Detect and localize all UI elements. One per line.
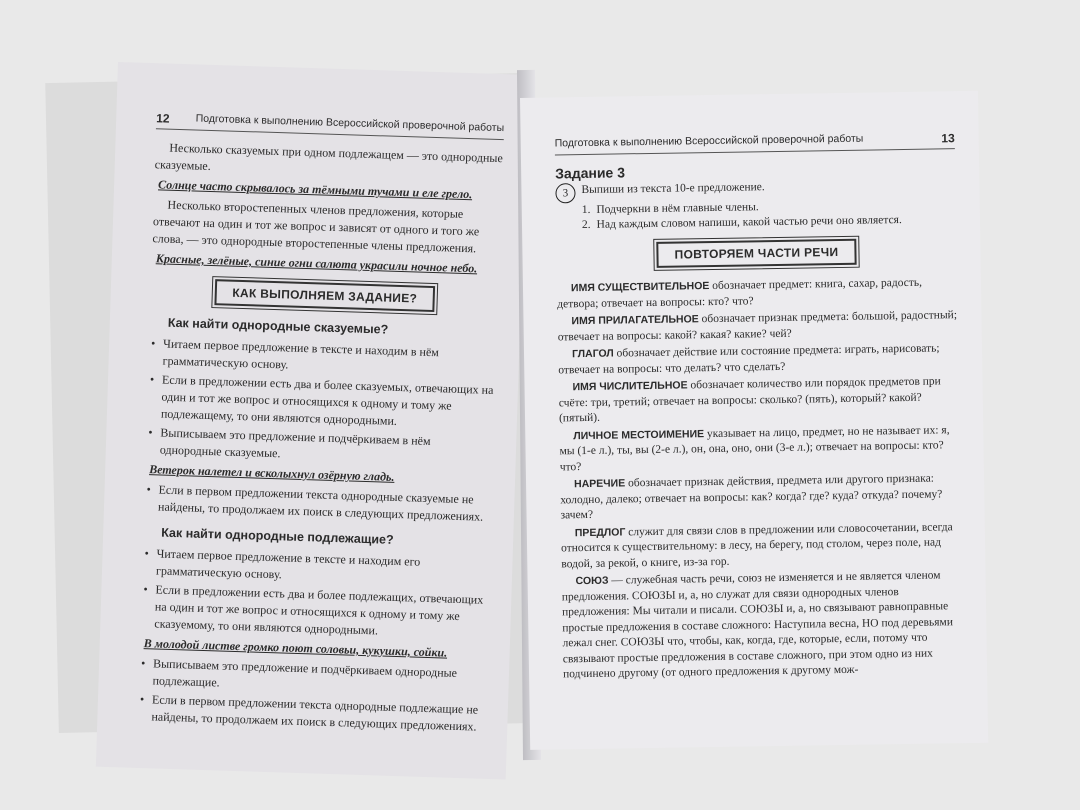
intro-1: Несколько сказуемых при одном подлежащем — это однородные сказуемые. [154,140,504,173]
section-1-title: Как найти однородные сказуемые? [167,315,389,337]
right-running-header [555,131,955,155]
example-2: Красные, зелёные, синие огни салюта украсили ночное небо. [155,251,478,276]
pos-term: ЛИЧНОЕ МЕСТОИМЕНИЕ [573,427,705,442]
task-title: Задание 3 [555,164,626,182]
pos-conjunction [561,568,963,683]
task-item-text: Над каждым словом напиши, какой частью речи оно является. [596,214,902,231]
list-item: • Если в предложении есть два и более подлежащих, отвечающих на один и тот же вопрос и относящихся к одному и тому же сказуемому, то они являются однородными. [154,581,489,642]
pos-noun [557,275,957,312]
section-2-list [140,545,491,643]
task-item-text: Подчеркни в нём главные члены. [596,201,759,216]
pos-term: ИМЯ ПРИЛАГАТЕЛЬНОЕ [571,313,699,328]
left-running-header [156,111,504,140]
task-item-number: 2. [581,218,591,232]
pos-adverb [560,471,961,524]
pos-text: служит для связи слов в предложении или словосочетании, всегда относится к существительному: в лесу, на берегу, под столом, через поле, над водой, за рекой, о книге, из-за гор. [560,520,953,570]
section-2-title: Как найти однородные подлежащие? [161,525,394,547]
pos-text: обозначает количество или порядок предметов при счёте: три, третий; отвечает на вопросы: сколько? (пять), который? какой? (пятый). [558,375,941,425]
pos-adjective [557,308,957,345]
right-header-text: Подготовка к выполнению Всероссийской проверочной работы [554,132,864,150]
section-1-list [146,335,498,469]
task-number-badge: 3 [555,183,575,203]
pos-text: указывает на лицо, предмет, но не называет их: я, мы (1-е л.), ты, вы (2-е л.), он, она, оно, они (3-е л.); отвечает на вопросы: кто? что? [559,423,950,473]
pos-term: ГЛАГОЛ [571,347,614,361]
list-item: • Выписываем это предложение и подчёркиваем однородные подлежащие. [152,655,487,699]
list-item: • Если в предложении есть два и более сказуемых, отвечающих на один и тот же вопрос и относящихся к одному и тому же подлежащему, то они являются однородными. [161,372,496,433]
intro-2: Несколько второстепенных членов предложения, которые отвечают на один и тот же вопрос и зависят от одного и того же слова, — это однородные второстепенные члены предложения. [152,197,480,256]
pos-numeral [558,374,959,427]
left-page [96,62,528,780]
pos-term: ИМЯ ЧИСЛИТЕЛЬНОЕ [572,379,688,394]
pos-text: обозначает действие или состояние предмета: играть, нарисовать; отвечает на вопросы: что делать? что сделать? [558,342,940,376]
right-page [520,91,988,750]
list-item: • Выписываем это предложение и подчёркиваем в нём однородные сказуемые. [160,425,495,469]
how-to-box: КАК ВЫПОЛНЯЕМ ЗАДАНИЕ? [214,279,436,312]
task-item-number: 1. [581,203,591,217]
pos-term: ПРЕДЛОГ [574,525,626,539]
pos-text: обозначает предмет: книга, сахар, радость, детвора; отвечает на вопросы: кто? что? [557,276,923,310]
example-4: В молодой листве громко поют соловьи, кукушки, сойки. [143,636,448,660]
pos-pronoun [559,423,960,476]
example-1: Солнце часто скрывалось за тёмными тучами и еле грело. [157,177,473,202]
pos-term: СОЮЗ [575,574,609,588]
parts-of-speech-box: ПОВТОРЯЕМ ЧАСТИ РЕЧИ [656,239,856,268]
right-page-number: 13 [941,131,955,146]
pos-verb [558,341,958,378]
pos-text: обозначает признак действия, предмета или другого признака: холодно, далеко; отвечает на вопросы: как? когда? где? куда? откуда? почему? зачем? [560,472,943,522]
example-3: Ветерок налетел и всколыхнул озёрную гладь. [149,462,395,484]
list-item: • Если в первом предложении текста однородные подлежащие не найдены, то продолжаем их поиск в следующих предложениях. [151,691,486,735]
list-item: • Читаем первое предложение в тексте и находим его грамматическую основу. [156,545,491,589]
pos-text: — служебная часть речи, союз не изменяется и не является членом предложения. СОЮЗЫ и, а, но служат для связи однородных членов предложения: Мы читали и писали. СОЮЗЫ и, а, но связывают равноправные простые предложения в составе сложного: Наступила весна, НО под деревьями лежал снег. СОЮЗЫ что, чтобы, как, когда, где, которые, если, потому что связывают простые предложения в составе сложного, при этом одно из них подчинено другому (от одного предложения к другому мож- [561,569,954,681]
list-item: • Читаем первое предложение в тексте и находим в нём грамматическую основу. [162,336,497,380]
parts-of-speech-list [557,275,963,683]
list-item: • Если в первом предложении текста однородные сказуемые не найдены, то продолжаем их поиск в следующих предложениях. [158,481,493,525]
left-header-text: Подготовка к выполнению Всероссийской проверочной работы [195,112,505,135]
task-line-0: Выпиши из текста 10-е предложение. [581,181,765,197]
pos-term: ИМЯ СУЩЕСТВИТЕЛЬНОЕ [570,280,710,295]
left-page-number: 12 [156,111,170,126]
pos-preposition [561,520,962,573]
section-2-list-end [137,655,487,736]
section-1-list-end [144,481,493,526]
pos-term: НАРЕЧИЕ [573,477,626,491]
pos-text: обозначает признак предмета: большой, радостный; отвечает на вопросы: какой? какая? какие? чей? [557,309,958,343]
